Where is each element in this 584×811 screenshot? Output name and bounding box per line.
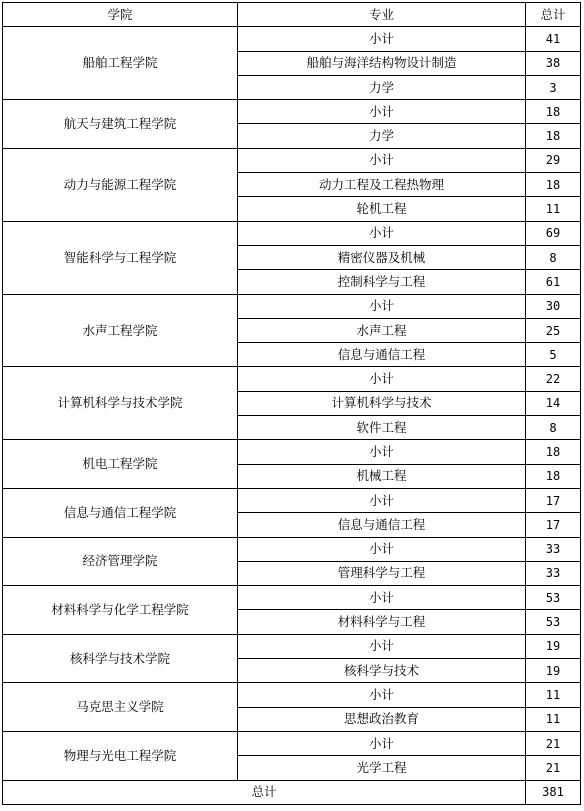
total-cell: 5 xyxy=(526,343,581,367)
major-cell: 力学 xyxy=(238,75,526,99)
subtotal-value-cell: 22 xyxy=(526,367,581,391)
subtotal-value-cell: 21 xyxy=(526,731,581,755)
subtotal-value-cell: 18 xyxy=(526,440,581,464)
subtotal-label-cell: 小计 xyxy=(238,294,526,318)
table-body xyxy=(3,27,581,780)
major-cell: 轮机工程 xyxy=(238,197,526,221)
header-college: 学院 xyxy=(3,3,238,27)
subtotal-label-cell: 小计 xyxy=(238,367,526,391)
major-cell: 精密仪器及机械 xyxy=(238,245,526,269)
total-cell: 18 xyxy=(526,173,581,197)
major-cell: 动力工程及工程热物理 xyxy=(238,173,526,197)
major-cell: 控制科学与工程 xyxy=(238,270,526,294)
college-cell: 动力与能源工程学院 xyxy=(3,148,238,221)
total-cell: 61 xyxy=(526,270,581,294)
table-row xyxy=(3,537,581,561)
header-total: 总计 xyxy=(526,3,581,27)
total-cell: 17 xyxy=(526,513,581,537)
college-cell: 计算机科学与技术学院 xyxy=(3,367,238,440)
table-row xyxy=(3,731,581,755)
subtotal-value-cell: 17 xyxy=(526,488,581,512)
table-row xyxy=(3,586,581,610)
subtotal-label-cell: 小计 xyxy=(238,148,526,172)
subtotal-value-cell: 29 xyxy=(526,148,581,172)
total-cell: 11 xyxy=(526,197,581,221)
subtotal-value-cell: 33 xyxy=(526,537,581,561)
table-row xyxy=(3,683,581,707)
subtotal-label-cell: 小计 xyxy=(238,537,526,561)
table-row xyxy=(3,221,581,245)
table-row xyxy=(3,634,581,658)
total-cell: 19 xyxy=(526,659,581,683)
grand-total-label: 总计 xyxy=(3,780,526,804)
table-row xyxy=(3,27,581,51)
major-cell: 核科学与技术 xyxy=(238,659,526,683)
college-cell: 船舶工程学院 xyxy=(3,27,238,100)
college-cell: 航天与建筑工程学院 xyxy=(3,100,238,149)
major-cell: 信息与通信工程 xyxy=(238,513,526,537)
table-row xyxy=(3,100,581,124)
total-cell: 8 xyxy=(526,245,581,269)
major-cell: 光学工程 xyxy=(238,756,526,780)
subtotal-label-cell: 小计 xyxy=(238,27,526,51)
subtotal-value-cell: 53 xyxy=(526,586,581,610)
table-row xyxy=(3,488,581,512)
total-cell: 3 xyxy=(526,75,581,99)
total-cell: 8 xyxy=(526,416,581,440)
major-cell: 机械工程 xyxy=(238,464,526,488)
major-cell: 材料科学与工程 xyxy=(238,610,526,634)
header-major: 专业 xyxy=(238,3,526,27)
total-cell: 11 xyxy=(526,707,581,731)
major-cell: 计算机科学与技术 xyxy=(238,391,526,415)
major-cell: 水声工程 xyxy=(238,318,526,342)
subtotal-value-cell: 69 xyxy=(526,221,581,245)
subtotal-label-cell: 小计 xyxy=(238,221,526,245)
table-row xyxy=(3,294,581,318)
subtotal-label-cell: 小计 xyxy=(238,683,526,707)
enrollment-table xyxy=(2,2,581,805)
college-cell: 物理与光电工程学院 xyxy=(3,731,238,780)
total-cell: 14 xyxy=(526,391,581,415)
major-cell: 船舶与海洋结构物设计制造 xyxy=(238,51,526,75)
grand-total-value: 381 xyxy=(526,780,581,804)
major-cell: 信息与通信工程 xyxy=(238,343,526,367)
table-row xyxy=(3,148,581,172)
major-cell: 管理科学与工程 xyxy=(238,561,526,585)
table-row xyxy=(3,440,581,464)
subtotal-label-cell: 小计 xyxy=(238,731,526,755)
college-cell: 经济管理学院 xyxy=(3,537,238,586)
table-row xyxy=(3,367,581,391)
header-row xyxy=(3,3,581,27)
college-cell: 马克思主义学院 xyxy=(3,683,238,732)
total-cell: 21 xyxy=(526,756,581,780)
subtotal-value-cell: 30 xyxy=(526,294,581,318)
subtotal-label-cell: 小计 xyxy=(238,488,526,512)
total-cell: 38 xyxy=(526,51,581,75)
subtotal-label-cell: 小计 xyxy=(238,586,526,610)
subtotal-value-cell: 18 xyxy=(526,100,581,124)
college-cell: 智能科学与工程学院 xyxy=(3,221,238,294)
subtotal-value-cell: 11 xyxy=(526,683,581,707)
total-cell: 25 xyxy=(526,318,581,342)
college-cell: 材料科学与化学工程学院 xyxy=(3,586,238,635)
total-cell: 18 xyxy=(526,464,581,488)
grand-total-row xyxy=(3,780,581,804)
subtotal-label-cell: 小计 xyxy=(238,634,526,658)
college-cell: 水声工程学院 xyxy=(3,294,238,367)
college-cell: 机电工程学院 xyxy=(3,440,238,489)
major-cell: 思想政治教育 xyxy=(238,707,526,731)
subtotal-label-cell: 小计 xyxy=(238,100,526,124)
college-cell: 核科学与技术学院 xyxy=(3,634,238,683)
subtotal-value-cell: 41 xyxy=(526,27,581,51)
total-cell: 33 xyxy=(526,561,581,585)
major-cell: 软件工程 xyxy=(238,416,526,440)
total-cell: 53 xyxy=(526,610,581,634)
total-cell: 18 xyxy=(526,124,581,148)
major-cell: 力学 xyxy=(238,124,526,148)
college-cell: 信息与通信工程学院 xyxy=(3,488,238,537)
subtotal-value-cell: 19 xyxy=(526,634,581,658)
subtotal-label-cell: 小计 xyxy=(238,440,526,464)
